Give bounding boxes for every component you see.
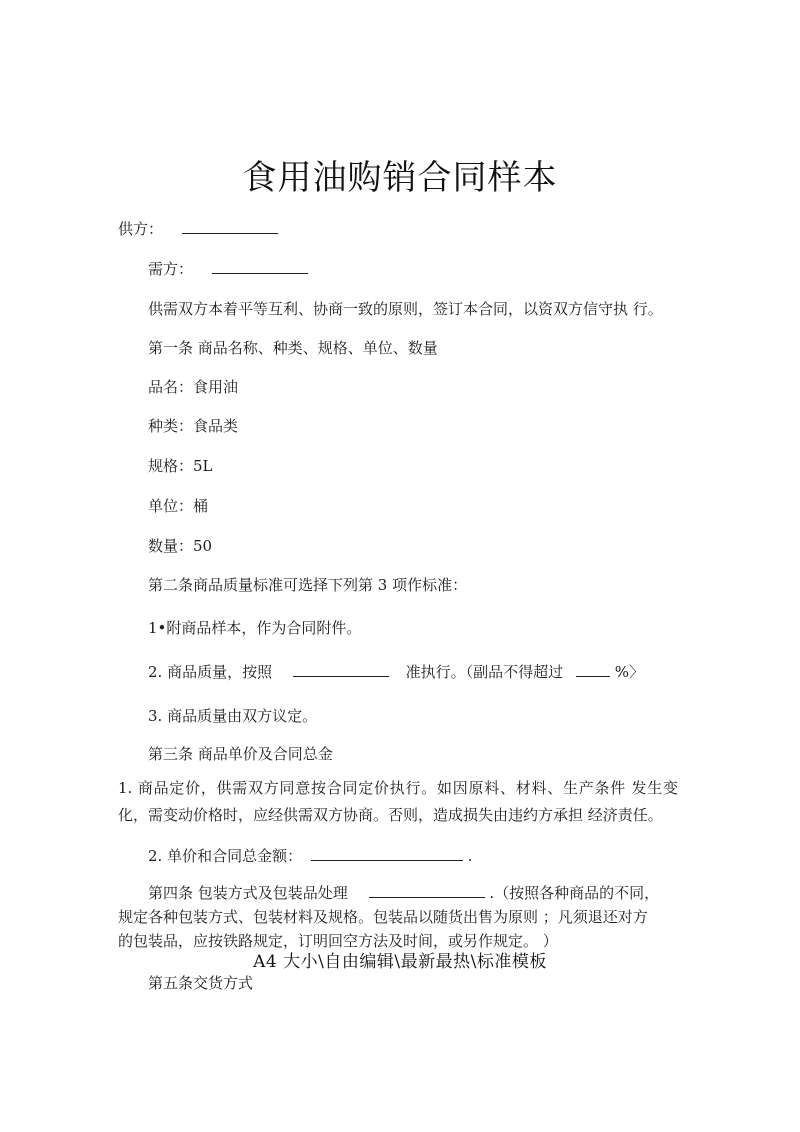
template-banner: A4 大小\自由编辑\最新最热\标准模板 <box>253 952 547 972</box>
price-paragraph: 1. 商品定价，供需双方同意按合同定价执行。如因原料、材料、生产条件 发生变化，需变动价格时，应经供需双方协商。否则，造成损失由违约方承担 经济责任。 <box>118 779 678 824</box>
product-spec: 规格：5L <box>148 457 213 475</box>
percent-blank <box>576 662 610 677</box>
article2-heading: 第二条商品质量标准可选择下列第 3 项作标准： <box>148 576 468 594</box>
product-name: 品名：食用油 <box>148 378 239 396</box>
quality-item-2-suffix: %〉 <box>614 663 644 681</box>
article4-line-3: 的包装品，应按铁路规定，订明回空方法及时间，或另作规定。 ） <box>118 932 558 950</box>
article1-heading: 第一条 商品名称、种类、规格、单位、数量 <box>148 339 438 357</box>
total-amount-line <box>148 845 472 867</box>
product-unit: 单位：桶 <box>148 497 209 515</box>
article3-heading: 第三条 商品单价及合同总金 <box>148 745 333 763</box>
buyer-blank <box>212 259 308 274</box>
supplier-label: 供方： <box>118 220 164 238</box>
standard-blank <box>293 662 389 677</box>
buyer-label: 需方： <box>148 260 194 278</box>
article5-heading: 第五条交货方式 <box>148 974 254 992</box>
quality-item-1: 1•附商品样本，作为合同附件。 <box>148 619 362 637</box>
total-amount-blank <box>311 846 463 861</box>
product-quantity: 数量：50 <box>148 537 213 555</box>
product-category: 种类：食品类 <box>148 417 239 435</box>
article4-line-2: 规定各种包装方式、包装材料及规格。包装品以随货出售为原则 ；凡须退还对方 <box>118 908 648 926</box>
quality-item-2 <box>148 661 644 683</box>
article4-heading-line <box>148 882 659 904</box>
intro-text: 供需双方本着平等互利、协商一致的原则，签订本合同，以资双方信守执 行。 <box>148 300 663 318</box>
quality-item-2-middle: 准执行。（副品不得超过 <box>405 663 564 681</box>
supplier-line <box>118 218 278 240</box>
article4-heading: 第四条 包装方式及包装品处理 <box>148 884 348 902</box>
article4-line1-suffix: .（按照各种商品的不同， <box>489 884 660 902</box>
supplier-blank <box>182 219 278 234</box>
quality-item-3: 3. 商品质量由双方议定。 <box>148 707 318 725</box>
total-amount-suffix: . <box>467 847 473 865</box>
quality-item-2-prefix: 2. 商品质量，按照 <box>148 663 273 681</box>
buyer-line <box>148 258 308 280</box>
packaging-blank <box>369 883 485 898</box>
page-title: 食用油购销合同样本 <box>242 158 558 198</box>
total-amount-label: 2. 单价和合同总金额： <box>148 847 303 865</box>
